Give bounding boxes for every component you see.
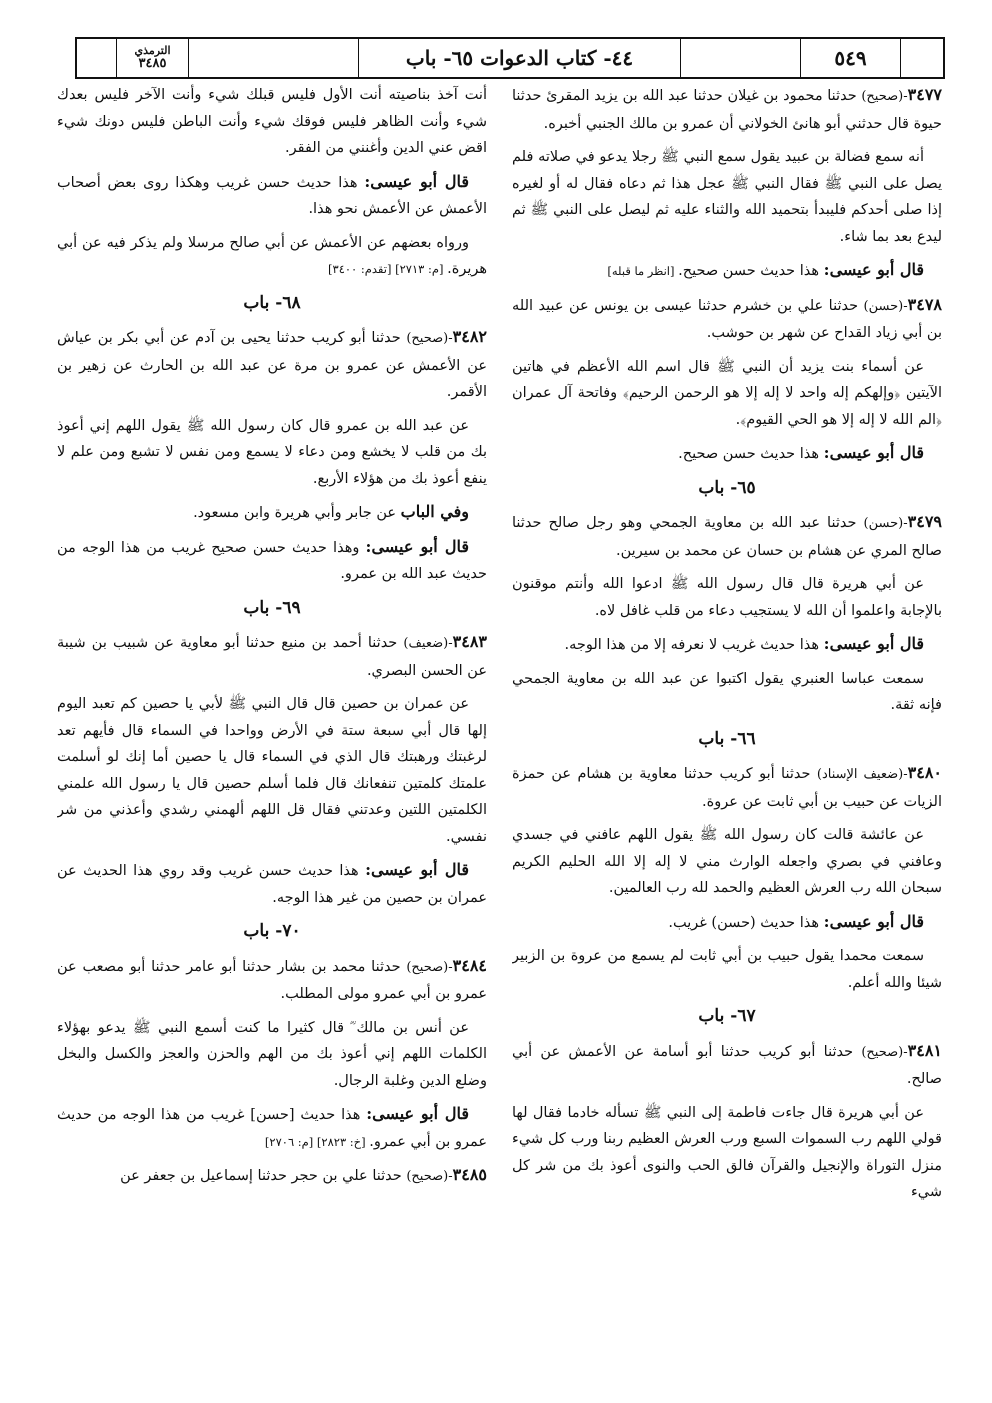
hadith-number: ٣٤٧٧ [907,85,942,104]
hadith-3482-matn: عن عبد الله بن عمرو قال كان رسول الله ﷺ يقول اللهم إني أعوذ بك من قلب لا يخشع ومن دعاء لا يسمع ومن نفس لا تشبع ومن علم لا ينفع أعوذ بك من هؤلاء الأربع. [57,417,487,487]
ruling-label: قال أبو عيسى: [365,860,469,879]
hadith-3480-ruling [512,909,942,937]
hadith-3477-ruling [512,257,942,285]
hadith-3478-ruling [512,440,942,468]
header-title: ٤٤- كتاب الدعوات ٦٥- باب [359,39,681,77]
hadith-3483-ruling [57,857,487,911]
chapter-heading-66: ٦٦- باب [698,728,756,749]
ruling-label: قال أبو عيسى: [823,443,924,462]
hadith-3481-matn: عن أبي هريرة قال جاءت فاطمة إلى النبي ﷺ تسأله خادما فقال لها قولي اللهم رب السموات السبع ورب العرش العظيم ربنا ورب كل شيء منزل التوراة والإنجيل والقرآن فالق الحب والنوى أعوذ بك من شر كل شيء [512,1104,942,1200]
left-column [57,82,487,1387]
hadith-3481-note [57,230,487,283]
hadith-3482-isnad [57,324,487,406]
header-blank-cell [901,39,943,77]
hadith-3480-isnad [512,760,942,815]
isnad-text: حدثنا أبو كريب حدثنا يحيى بن آدم عن أبي بكر بن عياش عن الأعمش عن عمرو بن مرة عن عبد الله بن الحارث عن زهير بن الأقمر. [57,330,487,400]
hadith-3485-isnad [57,1162,487,1191]
hadith-grade: -(حسن) [863,516,908,531]
hadith-3479-isnad [512,509,942,564]
hadith-3481-isnad [512,1038,942,1093]
ruling-text: هذا حديث حسن غريب وقد روي هذا الحديث عن عمران بن حصين من غير هذا الوجه. [57,863,487,906]
page-number: ٥٤٩ [801,39,901,77]
header-hadith-number: ٣٤٨٥ [138,55,167,71]
hadith-3484-isnad [57,953,487,1008]
hadith-3480-matn: عن عائشة قالت كان رسول الله ﷺ يقول اللهم عافني في جسدي وعافني في بصري واجعله الوارث مني لا إله إلا الله الحليم الكريم سبحان الله رب العرش العظيم والحمد لله رب العالمين. [512,827,942,896]
hadith-grade: -(ضعيف الإسناد) [816,767,908,782]
ruling-text: هذا حديث حسن غريب وهكذا روى بعض أصحاب الأعمش عن الأعمش نحو هذا. [57,174,487,217]
chapter-heading-67: ٦٧- باب [698,1006,756,1026]
hadith-3484-ruling [57,1101,487,1155]
hadith-3478-matn: عن أسماء بنت يزيد أن النبي ﷺ قال اسم الله الأعظم في هاتين الآيتين ﴿وإلهكم إله واحد لا إله إلا هو الرحمن الرحيم﴾ وفاتحة آل عمران ﴿الم الله لا إله إلا هو الحي القيوم﴾. [512,358,942,428]
hadith-number: ٣٤٨٥ [452,1165,487,1184]
chapter-heading-65: ٦٥- باب [698,477,756,498]
isnad-text: حدثنا علي بن حجر حدثنا إسماعيل بن جعفر عن [120,1168,407,1184]
hadith-3479-ruling [512,631,942,659]
bab-label: وفي الباب [400,502,469,521]
ruling-label: قال أبو عيسى: [823,634,924,653]
isnad-text: حدثنا محمود بن غيلان حدثنا عبد الله بن يزيد المقرئ حدثنا حيوة قال حدثني أبو هانئ الخولاني أن عمرو بن مالك الجنبي أخبره. [512,88,942,132]
header-book-name: الترمذي [134,44,171,58]
isnad-text: حدثنا عبد الله بن معاوية الجمحي وهو رجل صالح حدثنا صالح المري عن هشام بن حسان عن محمد بن سيرين. [512,515,942,559]
hadith-3482-bab-note [57,499,487,527]
header-blank-cell [681,39,801,77]
chapter-heading-70: ٧٠- باب [243,921,301,941]
ruling-text: هذا حديث حسن صحيح. [678,263,824,279]
ruling-label: قال أبو عيسى: [364,171,469,191]
hadith-3483-isnad [57,629,487,684]
hadith-3483-matn: عن عمران بن حصين قال قال النبي ﷺ لأبي يا حصين كم تعبد اليوم إلها قال أبي سبعة ستة في الأرض وواحدا في السماء قال فأيهم تعد لرغبتك ورهبتك قال الذي في السماء قال يا حصين أما إنك لو أسلمت علمتك كلمتين تنفعانك قال فلما أسلم حصين قال يا رسول الله علمني الكلمتين اللتين وعدتني فقال قل اللهم ألهمني رشدي وأعذني من شر نفسي. [57,696,487,845]
note-text: ورواه بعضهم عن الأعمش عن أبي صالح مرسلا ولم يذكر فيه عن أبي هريرة. [57,234,487,277]
ruling-label: قال أبو عيسى: [365,536,470,556]
hadith-grade: -(حسن) [863,298,908,314]
cross-reference: [م: ٢٧١٣] [تقدم: ٣٤٠٠] [328,262,448,276]
hadith-3484-matn: عن أنس بن مالك ؓ قال كثيرا ما كنت أسمع النبي ﷺ يدعو بهؤلاء الكلمات اللهم إني أعوذ بك من الهم والحزن والعجز والكسل والبخل وضلع الدين وغلبة الرجال. [57,1019,487,1089]
cross-reference: [انظر ما قبله] [607,264,679,278]
hadith-3477-isnad [512,82,942,137]
hadith-grade: -(صحيح) [861,89,908,104]
hadith-3477-matn: أنه سمع فضالة بن عبيد يقول سمع النبي ﷺ رجلا يدعو في صلاته فلم يصل على النبي ﷺ فقال النبي ﷺ عجل هذا ثم دعاه فقال له أو لغيره إذا صلى أحدكم فليبدأ بتحميد الله والثناء عليه ثم ليصل على النبي ﷺ ثم ليدع بعد بما شاء. [512,149,942,245]
cross-reference: [خ: ٢٨٢٣] [م: ٢٧٠٦] [264,1134,370,1149]
hadith-3478-isnad [512,292,942,347]
hadith-3482-ruling [57,534,487,588]
hadith-number: ٣٤٨٠ [907,763,942,782]
ruling-text: هذا حديث [حسن] غريب من هذا الوجه من حديث عمرو بن أبي عمرو. [57,1107,487,1150]
hadith-number: ٣٤٨٤ [452,955,487,975]
hadith-3480-note: سمعت محمدا يقول حبيب بن أبي ثابت لم يسمع من عروة بن الزبير شيئا والله أعلم. [512,948,942,991]
chapter-heading-69: ٦٩- باب [243,597,301,618]
bab-text: عن جابر وأبي هريرة وابن مسعود. [193,505,401,521]
isnad-text: حدثنا أحمد بن منيع حدثنا أبو معاوية عن شبيب بن شيبة عن الحسن البصري. [57,635,487,679]
isnad-text: حدثنا علي بن خشرم حدثنا عيسى بن يونس عن عبيد الله بن أبي زياد القداح عن شهر بن حوشب. [512,297,942,341]
chapter-heading-68: ٦٨- باب [243,292,301,313]
isnad-text: حدثنا أبو كريب حدثنا معاوية بن هشام عن حمزة الزيات عن حبيب بن أبي ثابت عن عروة. [512,766,942,810]
isnad-text: حدثنا محمد بن بشار حدثنا أبو عامر حدثنا أبو مصعب عن عمرو بن أبي عمرو مولى المطلب. [57,958,487,1002]
right-column [512,82,942,1387]
ruling-label: قال أبو عيسى: [823,911,924,931]
hadith-number: ٣٤٨٣ [452,632,487,651]
ruling-text: هذا حديث غريب لا نعرفه إلا من هذا الوجه. [564,637,824,653]
hadith-grade: -(صحيح) [861,1044,908,1060]
hadith-3481-continuation: أنت آخذ بناصيته أنت الأول فليس قبلك شيء وأنت الآخر فليس بعدك شيء وأنت الظاهر فليس فوقك شيء وأنت الباطن فليس دونك شيء اقض عني الدين وأغنني من الفقر. [57,87,487,156]
header-blank-cell [77,39,117,77]
hadith-3479-note: سمعت عباسا العنبري يقول اكتبوا عن عبد الله بن معاوية الجمحي فإنه ثقة. [512,670,942,713]
hadith-grade: -(صحيح) [406,959,453,975]
ruling-text: هذا حديث حسن صحيح. [678,446,824,462]
header-hadith-range [117,39,189,77]
ruling-label: قال أبو عيسى: [366,1104,470,1123]
hadith-3479-matn: عن أبي هريرة قال قال رسول الله ﷺ ادعوا الله وأنتم موقنون بالإجابة واعلموا أن الله لا يستجيب دعاء من قلب غافل لاه. [512,576,942,619]
hadith-grade: -(ضعيف) [403,636,453,651]
hadith-number: ٣٤٧٨ [907,294,942,314]
hadith-number: ٣٤٧٩ [907,512,942,531]
ruling-label: قال أبو عيسى: [823,260,924,279]
ruling-text: هذا حديث (حسن) غريب. [668,914,824,931]
isnad-text: حدثنا أبو كريب حدثنا أبو أسامة عن الأعمش عن أبي صالح. [512,1043,942,1087]
hadith-number: ٣٤٨١ [907,1040,942,1060]
header-blank-cell [189,39,359,77]
ruling-text: وهذا حديث حسن صحيح غريب من هذا الوجه من حديث عبد الله بن عمرو. [57,539,487,582]
hadith-grade: -(صحيح) [406,1169,453,1184]
page-header [75,37,945,79]
hadith-number: ٣٤٨٢ [452,327,487,346]
hadith-grade: -(صحيح) [406,331,453,346]
hadith-3481-ruling [57,169,487,223]
